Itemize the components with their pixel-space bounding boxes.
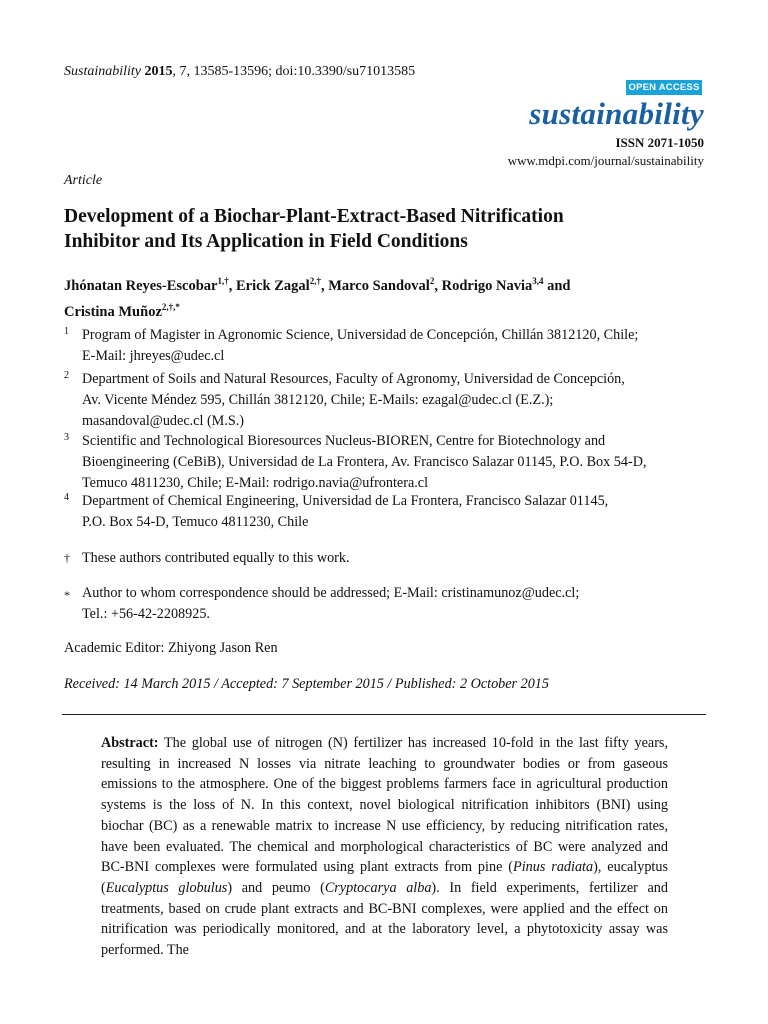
affiliation-line: masandoval@udec.cl (M.S.): [82, 413, 244, 429]
author-name: Rodrigo Navia: [441, 277, 533, 294]
affiliation-line: Av. Vicente Méndez 595, Chillán 3812120, Chile; E-Mails: ezagal@udec.cl (E.Z.);: [82, 392, 554, 408]
note-line: These authors contributed equally to this work.: [82, 550, 350, 566]
abstract-text: ), eucalyptus (: [101, 859, 668, 896]
author-affiliation-sup: 2,†: [309, 276, 321, 286]
species-name: Cryptocarya alba: [324, 879, 432, 896]
affiliation-number: 1: [64, 326, 69, 337]
affiliation-line: Bioengineering (CeBiB), Universidad de La Frontera, Av. Francisco Salazar 01145, P.O. Box 54-D,: [82, 454, 647, 470]
abstract-label: Abstract:: [101, 735, 159, 751]
abstract-text: The global use of nitrogen (N) fertilizer has increased 10-fold in the last fifty years, resulting in increased N losses via nitrate leaching to groundwater bodies or from gaseous emissions to the atmosphere. One of the biggest problems farmers face in agricultural production systems is the loss of N. In this context, novel biological nitrification inhibitors (BNI) using biochar (BC) as a renewable matrix to increase N use efficiency, by reducing nitrification rates, have been evaluated. The chemical and morphological characteristics of BC were analyzed and BC-BNI complexes were formulated using plant extracts from pine (: [101, 735, 668, 876]
paper-title: [64, 204, 704, 254]
affiliation-number: 4: [64, 492, 69, 503]
abstract: [101, 733, 668, 961]
citation-line: [64, 64, 415, 80]
article-type: Article: [64, 173, 103, 188]
citation-journal: Sustainability: [64, 64, 141, 79]
note-line: Author to whom correspondence should be addressed; E-Mail: cristinamunoz@udec.cl;: [82, 585, 580, 601]
author-name: Jhónatan Reyes-Escobar: [64, 277, 218, 294]
affiliation-1: [64, 325, 714, 367]
section-divider: [62, 714, 706, 715]
affiliation-line: E-Mail: jhreyes@udec.cl: [82, 348, 225, 364]
author-affiliation-sup: 1,†: [217, 276, 229, 286]
author-name: Erick Zagal: [235, 277, 310, 294]
author-affiliation-sup: 3,4: [532, 276, 544, 286]
affiliation-2: [64, 369, 714, 432]
author-name: Marco Sandoval: [328, 277, 430, 294]
title-line-1: Development of a Biochar-Plant-Extract-Based Nitrification: [64, 206, 564, 227]
affiliation-line: P.O. Box 54-D, Temuco 4811230, Chile: [82, 514, 309, 530]
author-conjunction: and: [547, 277, 571, 294]
open-access-badge: OPEN ACCESS: [626, 80, 702, 95]
title-line-2: Inhibitor and Its Application in Field Conditions: [64, 231, 468, 252]
abstract-text: ). In field experiments, fertilizer and treatments, based on crude plant extracts and BC-BNI complexes, were applied and the effect on nitrification was periodically monitored, and at the laboratory level, a phytotoxicity assay was performed. The: [101, 879, 668, 959]
equal-contribution-note: [64, 548, 714, 569]
affiliation-line: Scientific and Technological Bioresources Nucleus-BIOREN, Centre for Biotechnology and: [82, 433, 606, 449]
citation-year: 2015: [144, 64, 173, 79]
affiliation-line: Program of Magister in Agronomic Science, Universidad de Concepción, Chillán 3812120, Chile;: [82, 327, 639, 343]
affiliation-number: 2: [64, 370, 69, 381]
asterisk-symbol: *: [64, 588, 70, 602]
affiliation-4: [64, 491, 714, 533]
affiliation-line: Department of Chemical Engineering, Universidad de La Frontera, Francisco Salazar 01145,: [82, 493, 609, 509]
affiliation-3: [64, 431, 714, 494]
dagger-symbol: †: [64, 551, 70, 565]
author-name: Cristina Muñoz: [64, 303, 162, 320]
journal-title: sustainability: [529, 96, 704, 131]
abstract-text: ) and peumo (: [227, 879, 325, 896]
issn: ISSN 2071-1050: [615, 135, 704, 150]
affiliation-number: 3: [64, 432, 69, 443]
academic-editor: Academic Editor: Zhiyong Jason Ren: [64, 640, 278, 656]
citation-details: , 7, 13585-13596; doi:10.3390/su71013585: [172, 64, 416, 79]
publication-dates: Received: 14 March 2015 / Accepted: 7 September 2015 / Published: 2 October 2015: [64, 676, 549, 692]
journal-url[interactable]: www.mdpi.com/journal/sustainability: [507, 153, 704, 168]
note-line: Tel.: +56-42-2208925.: [82, 606, 210, 622]
author-list: Jhónatan Reyes-Escobar$^{1,\dagger}$, Erick Zagal$^{2,\dagger}$, Marco Sandoval$^2$, Rodrigo Navia$^{3,4}$ and Cristina Muñoz$^{2,\dagger,*}$: [64, 276, 571, 320]
species-name: Eucalyptus globulus: [105, 879, 228, 896]
author-affiliation-sup: 2,†,*: [161, 301, 180, 312]
affiliation-line: Temuco 4811230, Chile; E-Mail: rodrigo.navia@ufrontera.cl: [82, 475, 429, 491]
affiliation-line: Department of Soils and Natural Resources, Faculty of Agronomy, Universidad de Concepción,: [82, 371, 625, 387]
species-name: Pinus radiata: [513, 859, 594, 876]
author-affiliation-sup: 2: [429, 276, 435, 286]
correspondence-note: [64, 583, 714, 625]
